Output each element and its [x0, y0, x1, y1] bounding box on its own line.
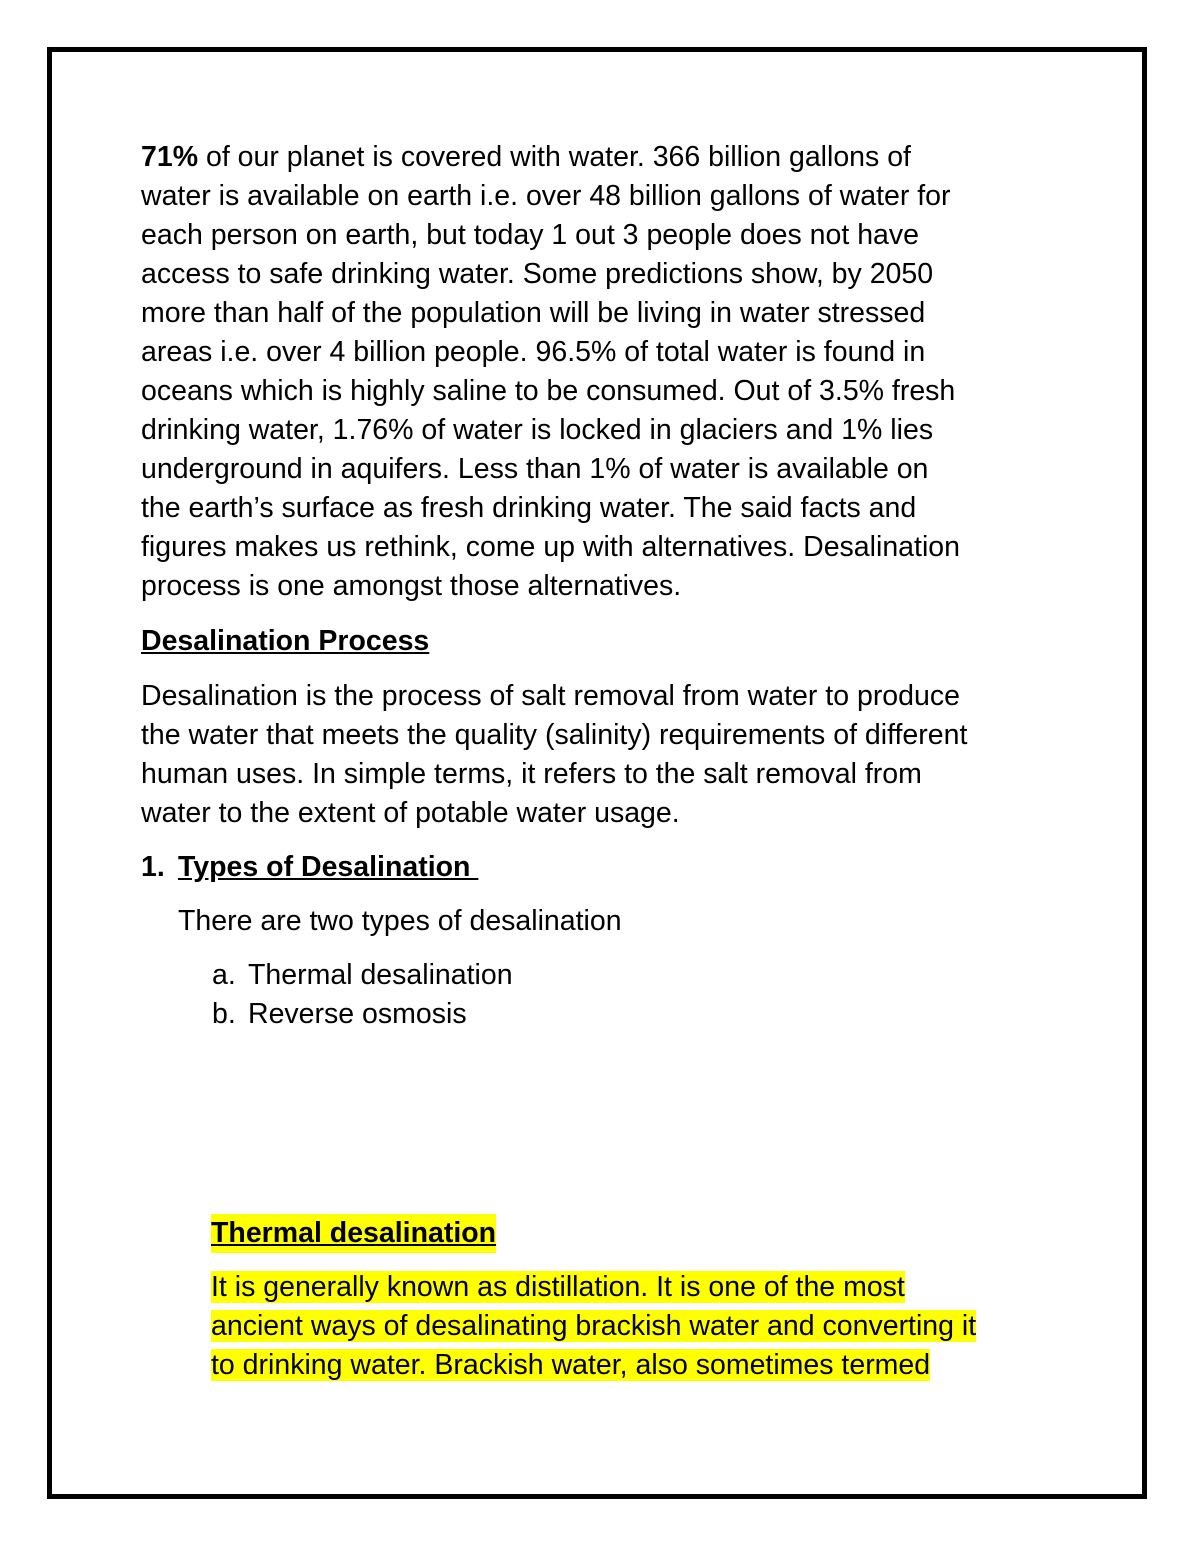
types-heading-title: Types of Desalination — [178, 851, 479, 883]
list-item-marker: a. — [212, 959, 236, 991]
thermal-desalination-heading: Thermal desalination — [211, 1214, 496, 1253]
types-heading-number: 1. — [141, 851, 165, 883]
intro-line-10: figures makes us rethink, come up with alternatives. Desalination — [141, 531, 960, 563]
intro-line-7: drinking water, 1.76% of water is locked in glaciers and 1% lies — [141, 414, 934, 446]
list-item-marker: b. — [212, 998, 236, 1030]
desalination-line-1: the water that meets the quality (salinity) requirements of different — [141, 719, 968, 751]
intro-line-1: water is available on earth i.e. over 48 billion gallons of water for — [141, 180, 951, 212]
thermal-desalination-body — [211, 1268, 1071, 1385]
thermal-line-2-row — [211, 1346, 1071, 1385]
thermal-line-0: It is generally known as distillation. It is one of the most — [211, 1271, 905, 1303]
desalination-line-3: water to the extent of potable water usage. — [141, 797, 680, 829]
list-item — [212, 995, 513, 1034]
intro-line-11: process is one amongst those alternatives. — [141, 570, 682, 602]
desalination-process-body — [141, 677, 1071, 833]
intro-line-2: each person on earth, but today 1 out 3 people does not have — [141, 219, 920, 251]
intro-line-6: oceans which is highly saline to be consumed. Out of 3.5% fresh — [141, 375, 956, 407]
intro-line-8: underground in aquifers. Less than 1% of water is available on — [141, 453, 929, 485]
intro-lead-percent: 71% — [141, 141, 199, 173]
desalination-line-0: Desalination is the process of salt removal from water to produce — [141, 680, 960, 712]
intro-line-0-text: of our planet is covered with water. 366 billion gallons of — [198, 141, 911, 173]
desalination-process-heading: Desalination Process — [141, 625, 430, 657]
thermal-line-1: ancient ways of desalinating brackish water and converting it — [211, 1310, 977, 1342]
intro-line-5: areas i.e. over 4 billion people. 96.5% of total water is found in — [141, 336, 926, 368]
types-list — [212, 956, 513, 1034]
thermal-line-2: to drinking water. Brackish water, also sometimes termed — [211, 1349, 931, 1381]
intro-line-3: access to safe drinking water. Some predictions show, by 2050 — [141, 258, 934, 290]
list-item-label: Thermal desalination — [248, 959, 513, 991]
types-intro: There are two types of desalination — [178, 905, 622, 937]
list-item — [212, 956, 513, 995]
intro-line-9: the earth’s surface as fresh drinking water. The said facts and — [141, 492, 917, 524]
desalination-line-2: human uses. In simple terms, it refers to the salt removal from — [141, 758, 922, 790]
intro-line-0 — [141, 138, 1071, 177]
intro-paragraph — [141, 138, 1071, 606]
intro-line-4: more than half of the population will be living in water stressed — [141, 297, 926, 329]
thermal-line-0-row — [211, 1268, 1071, 1307]
thermal-line-1-row — [211, 1307, 1071, 1346]
list-item-label: Reverse osmosis — [248, 998, 467, 1030]
types-heading — [141, 848, 478, 887]
